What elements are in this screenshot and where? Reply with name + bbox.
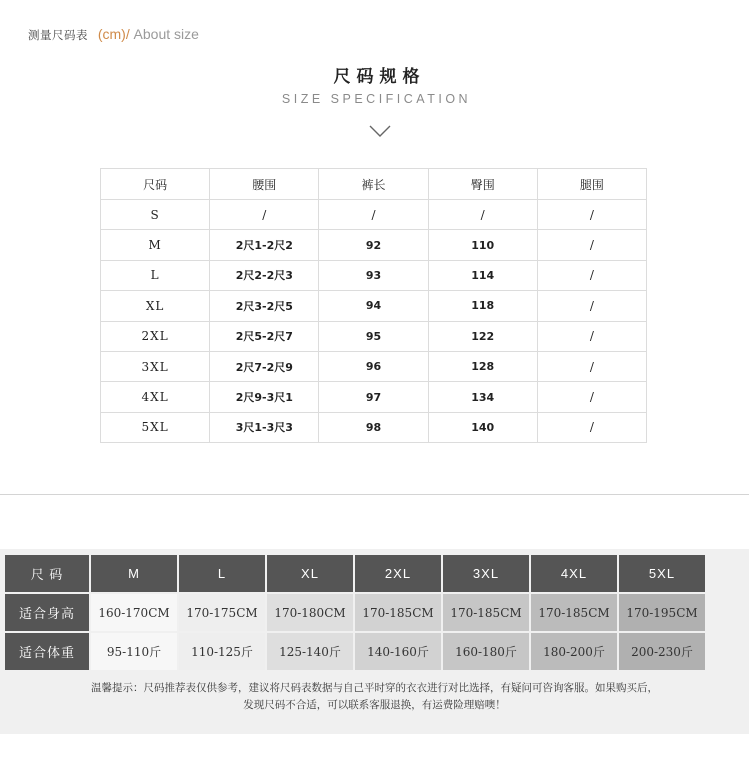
thigh-cell: / <box>537 382 646 412</box>
length-cell: 95 <box>319 321 428 351</box>
hip-cell: 110 <box>428 230 537 260</box>
measurement-heading-cn: 测量尺码表 <box>28 28 88 42</box>
hip-cell: 140 <box>428 412 537 442</box>
spec-header-cell: 尺码 <box>101 169 210 200</box>
table-row <box>101 351 647 381</box>
size-spec-table <box>100 168 647 443</box>
table-row <box>101 412 647 442</box>
fit-height-cell: 170-185CM <box>531 594 617 631</box>
waist-cell: 2尺7-2尺9 <box>210 351 319 381</box>
size-advice-note <box>0 680 749 714</box>
fit-weight-cell: 95-110斤 <box>91 633 177 670</box>
thigh-cell: / <box>537 200 646 230</box>
fit-height-cell: 170-185CM <box>355 594 441 631</box>
length-cell: 94 <box>319 291 428 321</box>
spec-header-cell: 裤长 <box>319 169 428 200</box>
fit-weight-cell: 180-200斤 <box>531 633 617 670</box>
spec-header-cell: 腰围 <box>210 169 319 200</box>
fit-height-row <box>5 594 705 631</box>
measurement-heading <box>28 26 199 43</box>
fit-weight-row <box>5 633 705 670</box>
hip-cell: 114 <box>428 260 537 290</box>
table-row <box>101 230 647 260</box>
table-row <box>101 382 647 412</box>
fit-header-row <box>5 555 705 592</box>
section-title-cn: 尺码规格 <box>333 67 426 87</box>
fit-weight-cell: 200-230斤 <box>619 633 705 670</box>
hip-cell: 134 <box>428 382 537 412</box>
waist-cell: 2尺1-2尺2 <box>210 230 319 260</box>
section-title-en: SIZE SPECIFICATION <box>281 92 472 106</box>
fit-size-cell: 4XL <box>531 555 617 592</box>
waist-cell: / <box>210 200 319 230</box>
size-cell: M <box>101 230 210 260</box>
table-row <box>101 291 647 321</box>
fit-weight-label: 适合体重 <box>5 633 89 670</box>
note-line-2: 发现尺码不合适，可以联系客服退换，有运费险理赔噢！ <box>243 699 506 711</box>
thigh-cell: / <box>537 351 646 381</box>
size-cell: 5XL <box>101 412 210 442</box>
hip-cell: 118 <box>428 291 537 321</box>
fit-weight-cell: 125-140斤 <box>267 633 353 670</box>
length-cell: 97 <box>319 382 428 412</box>
fit-height-cell: 160-170CM <box>91 594 177 631</box>
hip-cell: / <box>428 200 537 230</box>
hip-cell: 128 <box>428 351 537 381</box>
chevron-down-icon <box>368 124 392 138</box>
thigh-cell: / <box>537 412 646 442</box>
fit-size-cell: 3XL <box>443 555 529 592</box>
spec-header-row <box>101 169 647 200</box>
fit-size-label: 尺 码 <box>5 555 89 592</box>
size-cell: 2XL <box>101 321 210 351</box>
fit-height-cell: 170-180CM <box>267 594 353 631</box>
thigh-cell: / <box>537 321 646 351</box>
waist-cell: 3尺1-3尺3 <box>210 412 319 442</box>
size-cell: S <box>101 200 210 230</box>
waist-cell: 2尺5-2尺7 <box>210 321 319 351</box>
hip-cell: 122 <box>428 321 537 351</box>
measurement-unit: (cm)/ <box>97 26 130 42</box>
length-cell: / <box>319 200 428 230</box>
fit-size-cell: M <box>91 555 177 592</box>
note-line-1: 温馨提示：尺码推荐表仅供参考，建议将尺码表数据与自己平时穿的衣衣进行对比选择，有疑问可咨询客服。如果购买后， <box>91 682 658 694</box>
waist-cell: 2尺3-2尺5 <box>210 291 319 321</box>
fit-size-cell: 2XL <box>355 555 441 592</box>
table-row <box>101 260 647 290</box>
table-row <box>101 200 647 230</box>
length-cell: 96 <box>319 351 428 381</box>
size-cell: 3XL <box>101 351 210 381</box>
fit-size-cell: 5XL <box>619 555 705 592</box>
table-row <box>101 321 647 351</box>
waist-cell: 2尺2-2尺3 <box>210 260 319 290</box>
thigh-cell: / <box>537 230 646 260</box>
fit-guide-table <box>3 553 707 672</box>
fit-size-cell: XL <box>267 555 353 592</box>
fit-weight-cell: 110-125斤 <box>179 633 265 670</box>
thigh-cell: / <box>537 291 646 321</box>
fit-size-cell: L <box>179 555 265 592</box>
fit-height-cell: 170-195CM <box>619 594 705 631</box>
thigh-cell: / <box>537 260 646 290</box>
measurement-heading-en: About size <box>133 26 199 42</box>
size-cell: XL <box>101 291 210 321</box>
size-cell: L <box>101 260 210 290</box>
fit-weight-cell: 160-180斤 <box>443 633 529 670</box>
spec-header-cell: 腿围 <box>537 169 646 200</box>
length-cell: 93 <box>319 260 428 290</box>
fit-height-label: 适合身高 <box>5 594 89 631</box>
fit-height-cell: 170-175CM <box>179 594 265 631</box>
length-cell: 98 <box>319 412 428 442</box>
waist-cell: 2尺9-3尺1 <box>210 382 319 412</box>
fit-height-cell: 170-185CM <box>443 594 529 631</box>
fit-weight-cell: 140-160斤 <box>355 633 441 670</box>
size-cell: 4XL <box>101 382 210 412</box>
section-divider <box>0 494 749 495</box>
spec-header-cell: 臀围 <box>428 169 537 200</box>
length-cell: 92 <box>319 230 428 260</box>
